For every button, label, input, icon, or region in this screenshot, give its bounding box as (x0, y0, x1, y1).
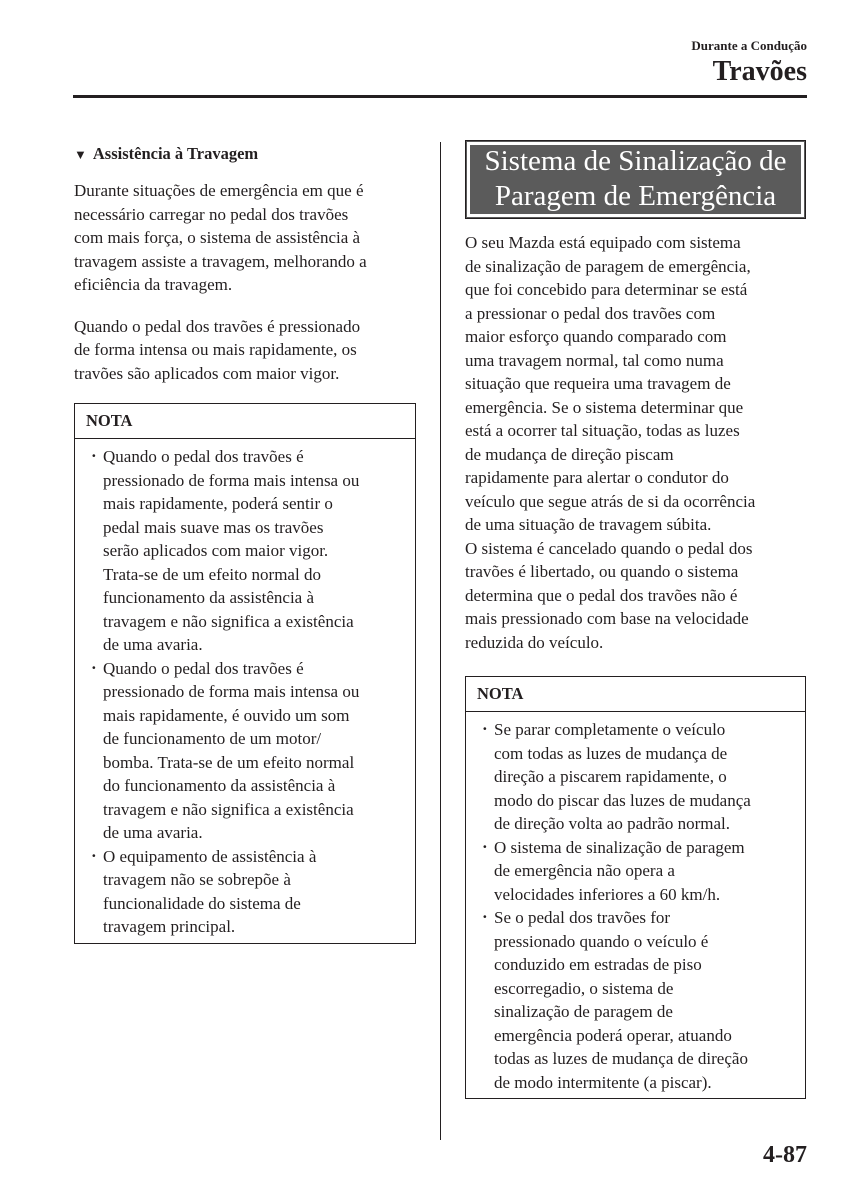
right-column (465, 140, 806, 1099)
middle-dot-icon: · (482, 719, 488, 738)
page-title: Travões (712, 56, 807, 87)
note-item-text: O equipamento de assistência à travagem não se sobrepõe à funcionalidade do sistema de travagem principal. (103, 846, 317, 936)
note-body (466, 712, 805, 1098)
note-item-text: Quando o pedal dos travões é pressionado de forma mais intensa ou mais rapidamente, é ouvido um som de funcionamento de um motor/ bomba. Trata-se de um efeito normal do funcionamento da assistência à travagem e não significa a existência de uma avaria. (103, 658, 360, 842)
middle-dot-icon: · (91, 446, 97, 465)
middle-dot-icon: · (91, 845, 97, 865)
paragraph: Durante situações de emergência em que é necessário carregar no pedal dos travões com mais força, o sistema de assistência à travagem assiste a travagem, melhorando a eficiência da travagem. (74, 181, 367, 294)
subheading-text: Assistência à Travagem (92, 144, 259, 163)
down-triangle-icon: ▼ (74, 147, 87, 162)
note-label: NOTA (466, 677, 805, 712)
paragraph: O seu Mazda está equipado com sistema de sinalização de paragem de emergência, que foi concebido para determinar se está a pressionar o pedal dos travões com maior esforço quando comparado com uma travagem normal, tal como numa situação que requeira uma travagem de emergência. Se o sistema determinar que está a ocorrer tal situação, todas as luzes de mudança de direção piscam rapidamente para alertar o condutor do veículo que segue atrás de si da ocorrência de uma situação de travagem súbita. (465, 233, 756, 534)
note-body (75, 439, 415, 943)
note-item (476, 906, 795, 1094)
note-item (476, 836, 795, 907)
note-item (85, 845, 405, 939)
paragraph: O sistema é cancelado quando o pedal dos travões é libertado, ou quando o sistema determina que o pedal dos travões não é mais pressionado com base na velocidade reduzida do veículo. (465, 538, 753, 652)
subheading (74, 144, 416, 165)
column-divider (440, 142, 441, 1140)
middle-dot-icon: · (482, 907, 488, 926)
section-heading: Sistema de Sinalização de Paragem de Emergência (465, 140, 806, 219)
page-number: 4-87 (763, 1142, 807, 1168)
note-label: NOTA (75, 404, 415, 439)
note-item (85, 445, 405, 657)
note-box (465, 676, 806, 1099)
note-item-text: Se o pedal dos travões for pressionado quando o veículo é conduzido em estradas de piso escorregadio, o sistema de sinalização de paragem de emergência poderá operar, atuando todas as luzes de mudança de direção de modo intermitente (a piscar). (494, 908, 748, 1092)
middle-dot-icon: · (91, 657, 97, 677)
note-item (476, 718, 795, 836)
paragraph: Quando o pedal dos travões é pressionado de forma intensa ou mais rapidamente, os travões são aplicados com maior vigor. (74, 316, 361, 383)
header-divider (73, 95, 807, 98)
note-item-text: Se parar completamente o veículo com todas as luzes de mudança de direção a piscarem rapidamente, o modo do piscar das luzes de mudança de direção volta ao padrão normal. (494, 720, 751, 833)
middle-dot-icon: · (482, 836, 488, 856)
note-item-text: O sistema de sinalização de paragem de emergência não opera a velocidades inferiores a 60 km/h. (494, 837, 745, 904)
section-label: Durante a Condução (691, 38, 807, 53)
note-item (85, 657, 405, 845)
left-column (74, 144, 416, 944)
note-box (74, 403, 416, 944)
note-item-text: Quando o pedal dos travões é pressionado de forma mais intensa ou mais rapidamente, poderá sentir o pedal mais suave mas os travões serão aplicados com maior vigor. Trata-se de um efeito normal do funcionamento da assistência à travagem e não significa a existência de uma avaria. (103, 447, 360, 654)
